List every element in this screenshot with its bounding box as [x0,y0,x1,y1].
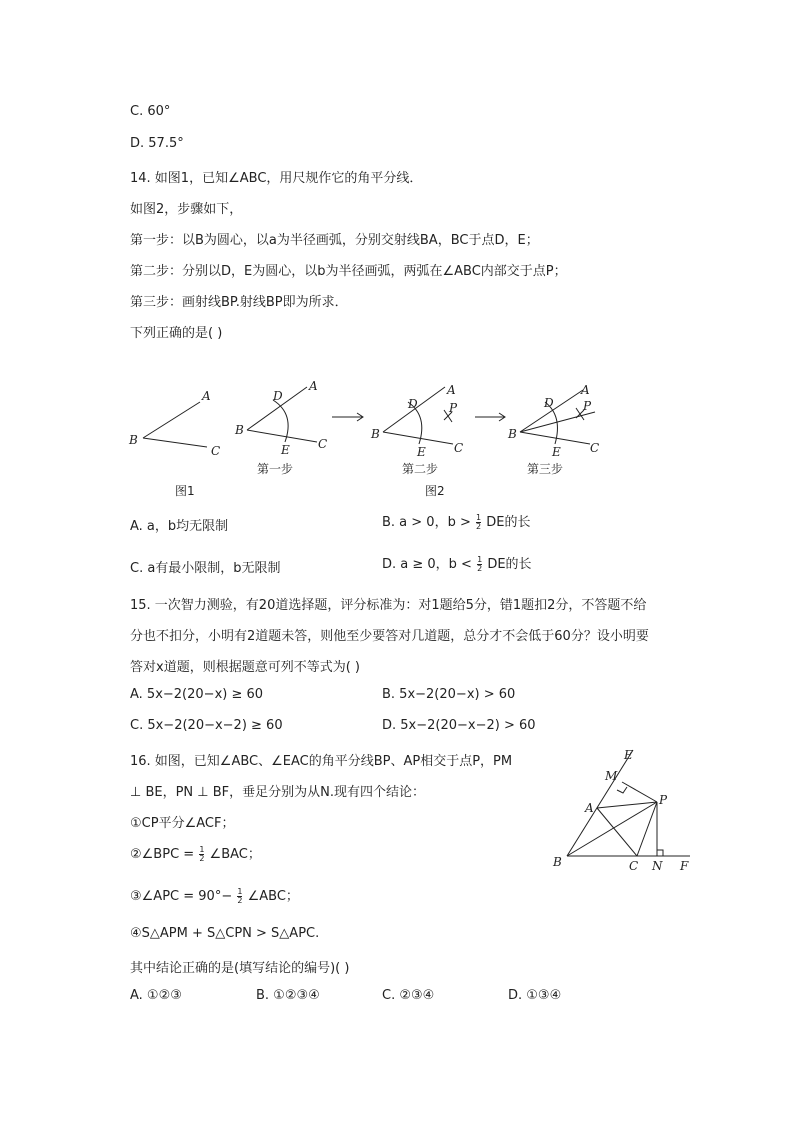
fig1-label-a: A [202,389,211,403]
q16-figure [545,742,705,877]
fig1-label-b: B [129,433,138,447]
q14-intro: 如图2，步骤如下， [130,202,243,217]
label-e: E [624,748,633,762]
step1-caption: 第一步 [257,462,294,476]
q15-line3: 答对x道题，则根据题意可列不等式为( ) [130,660,360,675]
fig2-caption: 图2 [425,484,445,498]
label-m: M [605,769,618,783]
q15-line1: 15. 一次智力测验，有20道选择题，评分标准为：对1题给5分，错1题扣2分，不答题不给 [130,598,647,613]
step3-caption: 第三步 [527,462,564,476]
step2-label-b: B [371,427,380,441]
step2-caption: 第二步 [402,462,439,476]
prev-option-c: C. 60° [130,104,171,119]
q14-option-d [382,553,532,573]
q14-stem: 14. 如图1，已知∠ABC，用尺规作它的角平分线． [130,171,423,186]
q14-option-b [382,511,530,531]
q16-option-c: C. ②③④ [382,988,435,1003]
q15-option-b: B. 5x−2(20−x) > 60 [382,687,516,702]
fig1-caption: 图1 [175,484,195,498]
label-b: B [553,855,562,869]
label-c: C [629,859,639,873]
step3-label-a: A [581,383,590,397]
fraction-half: $\frac{1}{2}$ [476,513,482,531]
q16-conclusion-2: ②∠BPC = $\frac{1}{2}$ ∠BAC； [130,845,261,863]
step1-label-c: C [318,437,328,451]
q15-option-a: A. 5x−2(20−x) ≥ 60 [130,687,264,702]
step1-label-d: D [273,389,283,403]
step1-label-a: A [309,379,318,393]
q14-step1: 第一步：以B为圆心，以a为半径画弧，分别交射线BA，BC于点D，E； [130,233,539,248]
step1-ray-bc [247,430,317,442]
step1-label-b: B [235,423,244,437]
q14-option-d-post: DE的长 [487,557,532,572]
q15-option-c: C. 5x−2(20−x−2) ≥ 60 [130,718,283,733]
label-a: A [585,801,594,815]
step3-label-e: E [552,445,561,459]
q14-option-a: A. a，b均无限制 [130,519,229,534]
q14-step2: 第二步：分别以D，E为圆心，以b为半径画弧，两弧在∠ABC内部交于点P； [130,264,567,279]
q16-option-b: B. ①②③④ [256,988,320,1003]
step1-label-e: E [281,443,290,457]
line-cp [637,802,657,856]
step2-label-c: C [454,441,464,455]
q14-ask: 下列正确的是( ) [130,326,223,341]
line-ac [597,808,637,856]
fraction-half: $\frac{1}{2}$ [237,887,243,905]
q15-option-d: D. 5x−2(20−x−2) > 60 [382,718,536,733]
q16-ask: 其中结论正确的是(填写结论的编号)( ) [130,961,350,976]
q16-option-a: A. ①②③ [130,988,182,1003]
q14-step3: 第三步：画射线BP.射线BP即为所求． [130,295,348,310]
q16-option-d: D. ①③④ [508,988,562,1003]
q15-line2: 分也不扣分，小明有2道题未答，则他至少要答对几道题，总分才不会低于60分？设小明要 [130,629,649,644]
step3-label-p: P [583,399,592,413]
label-p: P [659,793,668,807]
q16-conclusion-3: ③∠APC = 90°− $\frac{1}{2}$ ∠ABC； [130,887,299,905]
q14-option-b-post: DE的长 [486,515,531,530]
q16-conclusion-1: ①CP平分∠ACF； [130,816,235,831]
line-bp [567,802,657,856]
line-pm [622,782,657,802]
q16-line1: 16. 如图，已知∠ABC、∠EAC的角平分线BP、AP相交于点P，PM [130,754,513,769]
q16-line2: ⊥ BE，PN ⊥ BF，垂足分别为从N.现有四个结论： [130,785,425,800]
fig1-ray-bc [143,438,207,447]
right-angle-m [617,787,627,793]
step2-ray-bc [383,432,453,444]
label-f: F [680,859,689,873]
step3-label-b: B [508,427,517,441]
q14-option-d-pre: D. a ≥ 0，b < [382,557,472,572]
q16-conclusion-4: ④S△APM + S△CPN > S△APC. [130,926,320,941]
step2-label-d: D [408,397,418,411]
q14-option-c: C. a有最小限制，b无限制 [130,561,281,576]
right-angle-n [657,850,663,856]
fig1-ray-ba [143,402,200,438]
step2-label-p: P [449,401,458,415]
step2-label-e: E [417,445,426,459]
q14-option-b-pre: B. a > 0，b > [382,515,471,530]
prev-option-d: D. 57.5° [130,136,184,151]
label-n: N [652,859,663,873]
fraction-half: $\frac{1}{2}$ [199,845,205,863]
step3-label-c: C [590,441,600,455]
fig1-label-c: C [211,444,221,458]
step2-label-a: A [447,383,456,397]
step3-label-d: D [544,396,554,410]
fraction-half: $\frac{1}{2}$ [477,555,483,573]
q14-figures [125,372,605,497]
